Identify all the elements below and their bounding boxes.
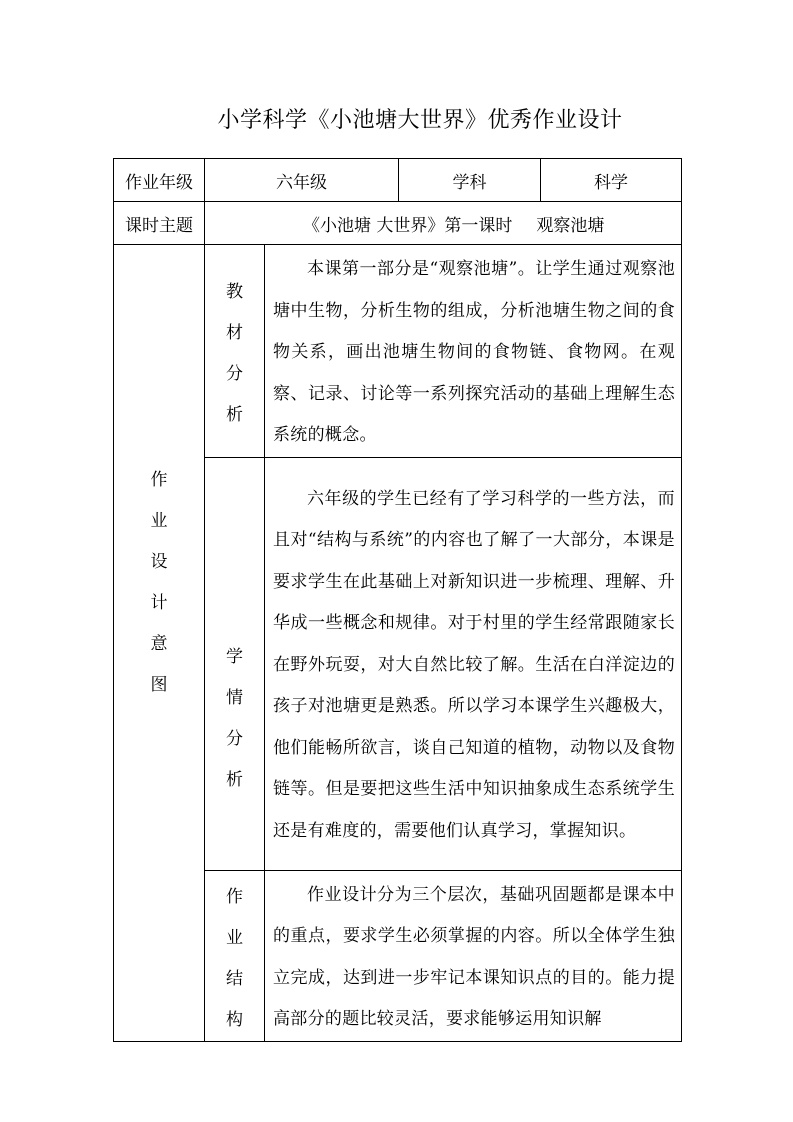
intent-char: 业 xyxy=(150,510,168,531)
homework-structure-text: 作业设计分为三个层次，基础巩固题都是课本中的重点，要求学生必须掌握的内容。所以全体学生独立完成，达到进一步牢记本课知识点的目的。能力提高部分的题比较灵活，要求能够运用知识解 xyxy=(273,884,675,1029)
homework-design-table xyxy=(113,158,682,1042)
section-label-structure xyxy=(205,870,265,1041)
topic-lesson: 《小池塘 大世界》第一课时 xyxy=(303,215,513,236)
grade-row xyxy=(114,159,682,202)
label-char: 情 xyxy=(226,687,243,708)
label-char: 分 xyxy=(226,363,243,384)
subject-value: 科学 xyxy=(541,159,682,202)
label-char: 教 xyxy=(226,281,243,302)
topic-label: 课时主题 xyxy=(114,202,205,245)
textbook-analysis-text: 本课第一部分是“观察池塘”。让学生通过观察池塘中生物，分析生物的组成，分析池塘生物之间的食物关系，画出池塘生物间的食物链、食物网。在观察、记录、讨论等一系列探究活动的基础上理解生态系统的概念。 xyxy=(273,259,675,445)
section-text-cell-structure xyxy=(265,870,682,1041)
intent-label-cell xyxy=(114,245,205,1042)
label-char: 业 xyxy=(226,927,243,948)
intent-char: 计 xyxy=(150,592,168,613)
label-char: 材 xyxy=(226,322,243,343)
section-row-textbook xyxy=(114,245,682,458)
section-text-cell-student xyxy=(265,457,682,870)
subject-label: 学科 xyxy=(399,159,541,202)
label-char: 结 xyxy=(226,968,243,989)
document-title: 小学科学《小池塘大世界》优秀作业设计 xyxy=(217,108,623,133)
intent-char: 设 xyxy=(150,551,168,572)
intent-char: 意 xyxy=(150,633,168,654)
label-char: 析 xyxy=(226,404,243,425)
intent-char: 作 xyxy=(150,469,168,490)
topic-row xyxy=(114,202,682,245)
grade-value: 六年级 xyxy=(205,159,399,202)
section-text-cell-textbook xyxy=(265,245,682,458)
topic-value xyxy=(205,202,682,245)
grade-label: 作业年级 xyxy=(114,159,205,202)
topic-activity: 观察池塘 xyxy=(536,215,605,236)
label-char: 构 xyxy=(226,1009,243,1030)
section-label-textbook xyxy=(205,245,265,458)
label-char: 学 xyxy=(226,646,243,667)
student-analysis-text: 六年级的学生已经有了学习科学的一些方法，而且对“结构与系统”的内容也了解了一大部分，本课是要求学生在此基础上对新知识进一步梳理、理解、升华成一些概念和规律。对于村里的学生经常跟随家长在野外玩耍，对大自然比较了解。生活在白洋淀边的孩子对池塘更是熟悉。所以学习本课学生兴趣极大，他们能畅所欲言，谈自己知道的植物，动物以及食物链等。但是要把这些生活中知识抽象成生态系统学生还是有难度的，需要他们认真学习，掌握知识。 xyxy=(273,488,675,841)
label-char: 析 xyxy=(226,769,243,790)
label-char: 作 xyxy=(226,886,243,907)
intent-char: 图 xyxy=(150,674,168,695)
label-char: 分 xyxy=(226,728,243,749)
section-label-student xyxy=(205,457,265,870)
